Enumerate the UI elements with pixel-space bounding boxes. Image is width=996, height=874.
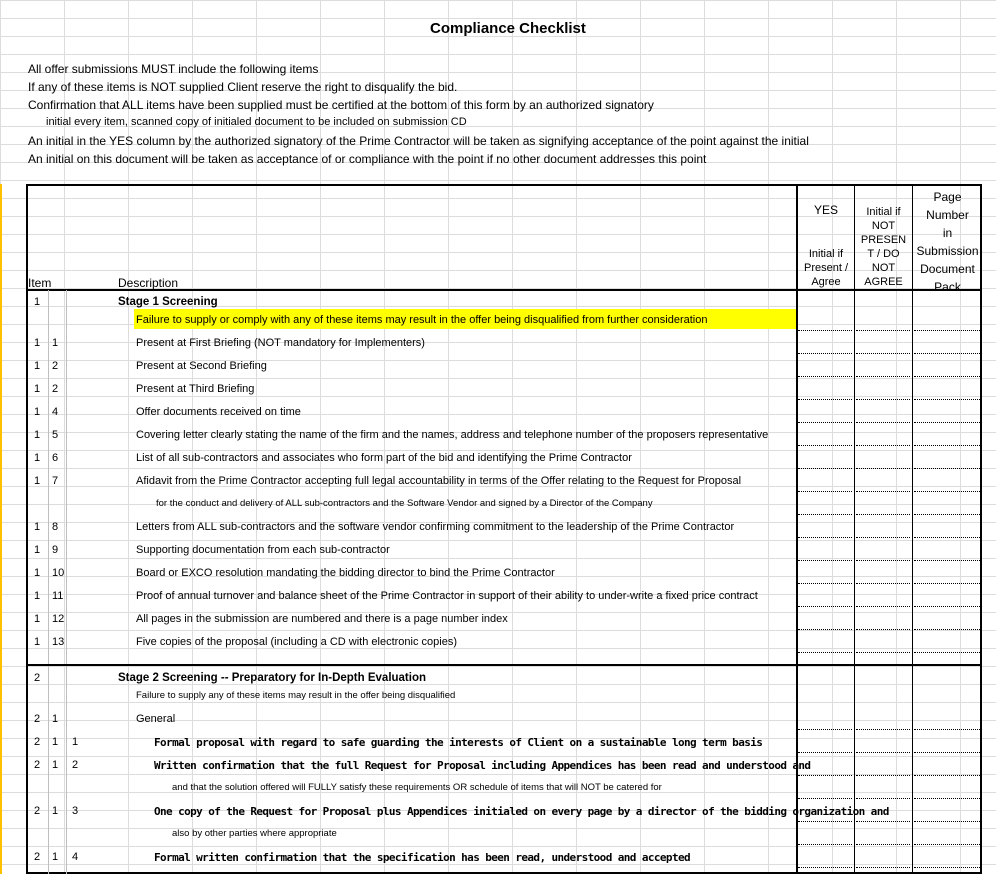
item-number: 1 — [34, 360, 41, 372]
yes-initial-cell[interactable] — [798, 399, 852, 400]
page-number-cell[interactable] — [914, 353, 980, 354]
yes-initial-cell[interactable] — [798, 606, 852, 607]
item-number: 1 — [34, 406, 41, 418]
row-description: Formal written confirmation that the specification has been read, understood and accepted — [154, 851, 691, 864]
item-number: 2 — [34, 759, 41, 771]
not-initial-cell[interactable] — [856, 330, 910, 331]
page-title: Compliance Checklist — [430, 20, 586, 37]
yes-initial-cell[interactable] — [798, 775, 852, 776]
item-number: 2 — [52, 383, 59, 395]
row-description: Supporting documentation from each sub-contractor — [136, 544, 390, 556]
row-description: Present at Second Briefing — [136, 360, 267, 372]
item-number: 2 — [34, 672, 41, 684]
not-initial-cell[interactable] — [856, 514, 910, 515]
item-number: 8 — [52, 521, 59, 533]
yes-initial-cell[interactable] — [798, 468, 852, 469]
page-number-cell[interactable] — [914, 445, 980, 446]
row-description: Formal proposal with regard to safe guarding the interests of Client on a sustainable long term basis — [154, 736, 763, 749]
page-number-cell[interactable] — [914, 422, 980, 423]
row-description: also by other parties where appropriate — [172, 828, 337, 839]
intro-line-1: All offer submissions MUST include the following items — [28, 62, 319, 76]
not-initial-cell[interactable] — [856, 798, 910, 799]
not-header: Initial if NOT PRESEN T / DO NOT AGREE — [860, 206, 907, 288]
not-initial-cell[interactable] — [856, 583, 910, 584]
row-description: Board or EXCO resolution mandating the bidding director to bind the Prime Contractor — [136, 567, 555, 579]
not-initial-cell[interactable] — [856, 445, 910, 446]
not-initial-cell[interactable] — [856, 606, 910, 607]
row-description: Present at Third Briefing — [136, 383, 255, 395]
not-initial-cell[interactable] — [856, 629, 910, 630]
item-col-divider-3 — [48, 666, 49, 874]
yes-initial-cell[interactable] — [798, 353, 852, 354]
not-initial-cell[interactable] — [856, 844, 910, 845]
row-description: All pages in the submission are numbered and there is a page number index — [136, 613, 508, 625]
row-description: Covering letter clearly stating the name of the firm and the names, address and telephone number of the proposers representative — [136, 429, 769, 441]
item-number: 10 — [52, 567, 65, 579]
page-number-cell[interactable] — [914, 537, 980, 538]
item-number: 1 — [52, 736, 59, 748]
page-number-cell[interactable] — [914, 583, 980, 584]
page-number-cell[interactable] — [914, 399, 980, 400]
yes-initial-cell[interactable] — [798, 752, 852, 753]
item-number: 1 — [34, 452, 41, 464]
item-number: 2 — [52, 360, 59, 372]
row-description: Failure to supply or comply with any of these items may result in the offer being disqualified from further consideration — [136, 314, 708, 326]
item-number: 2 — [34, 713, 41, 725]
intro-line-3: Confirmation that ALL items have been supplied must be certified at the bottom of this form by an authorized signatory — [28, 98, 654, 112]
item-number: 1 — [34, 337, 41, 349]
yes-initial-cell[interactable] — [798, 491, 852, 492]
page-number-cell[interactable] — [914, 330, 980, 331]
intro-line-5: An initial in the YES column by the authorized signatory of the Prime Contractor will be taken as signifying acceptance of the point against the initial — [28, 134, 809, 148]
not-initial-cell[interactable] — [856, 560, 910, 561]
item-number: 1 — [34, 429, 41, 441]
item-number: 6 — [52, 452, 59, 464]
not-initial-cell[interactable] — [856, 729, 910, 730]
intro-line-2: If any of these items is NOT supplied Client reserve the right to disqualify the bid. — [28, 80, 458, 94]
item-number: 1 — [52, 759, 59, 771]
not-initial-cell[interactable] — [856, 353, 910, 354]
not-initial-cell[interactable] — [856, 652, 910, 653]
row-description: Offer documents received on time — [136, 406, 301, 418]
item-number: 12 — [52, 613, 65, 625]
yes-initial-cell[interactable] — [798, 445, 852, 446]
page-number-cell[interactable] — [914, 560, 980, 561]
yes-initial-cell[interactable] — [798, 652, 852, 653]
item-number: 5 — [52, 429, 59, 441]
not-initial-cell[interactable] — [856, 491, 910, 492]
row-description: Letters from ALL sub-contractors and the software vendor confirming commitment to the leadership of the Prime Contractor — [136, 521, 735, 533]
row-description: for the conduct and delivery of ALL sub-contractors and the Software Vendor and signed by a Director of the Company — [156, 498, 653, 509]
row-description: One copy of the Request for Proposal plus Appendices initialed on every page by a director of the bidding organization and — [154, 805, 889, 818]
page-number-cell[interactable] — [914, 514, 980, 515]
yes-initial-cell[interactable] — [798, 376, 852, 377]
yes-initial-cell[interactable] — [798, 422, 852, 423]
item-number: 9 — [52, 544, 59, 556]
row-description: Present at First Briefing (NOT mandatory for Implementers) — [136, 337, 425, 349]
item-number: 7 — [52, 475, 59, 487]
not-initial-cell[interactable] — [856, 867, 910, 868]
item-col-divider-4 — [66, 666, 67, 874]
item-col-divider-1 — [48, 290, 49, 664]
item-number: 1 — [34, 567, 41, 579]
page-number-cell[interactable] — [914, 376, 980, 377]
page-header: Page Number in Submission Document Pack — [916, 190, 979, 294]
item-number: 1 — [34, 613, 41, 625]
item-number: 1 — [34, 544, 41, 556]
yes-initial-cell[interactable] — [798, 844, 852, 845]
row-description: Stage 2 Screening -- Preparatory for In-Depth Evaluation — [118, 672, 427, 684]
yes-initial-cell[interactable] — [798, 560, 852, 561]
row-description: Proof of annual turnover and balance sheet of the Prime Contractor in support of their ability to under-write a fixed price contract — [136, 590, 758, 602]
page-number-cell[interactable] — [914, 629, 980, 630]
page-number-cell[interactable] — [914, 652, 980, 653]
page-number-cell[interactable] — [914, 844, 980, 845]
page-number-cell[interactable] — [914, 491, 980, 492]
row-description: Five copies of the proposal (including a CD with electronic copies) — [136, 636, 457, 648]
item-number: 1 — [72, 736, 79, 748]
yes-initial-cell[interactable] — [798, 514, 852, 515]
row-description: Stage 1 Screening — [118, 296, 218, 308]
description-header: Description — [118, 276, 179, 290]
item-number: 2 — [34, 851, 41, 863]
item-number: 1 — [34, 636, 41, 648]
yes-initial-cell[interactable] — [798, 537, 852, 538]
item-number: 4 — [72, 851, 79, 863]
yes-subheader: Initial if Present / Agree — [803, 248, 849, 288]
row-description: Written confirmation that the full Request for Proposal including Appendices has been read and understood and — [154, 759, 811, 772]
item-number: 1 — [34, 296, 41, 308]
not-initial-cell[interactable] — [856, 537, 910, 538]
row-description: List of all sub-contractors and associates who form part of the bid and identifying the Prime Contractor — [136, 452, 632, 464]
item-number: 11 — [52, 590, 64, 602]
not-initial-cell[interactable] — [856, 422, 910, 423]
item-number: 1 — [34, 590, 41, 602]
not-initial-cell[interactable] — [856, 752, 910, 753]
page-number-cell[interactable] — [914, 729, 980, 730]
page-number-cell[interactable] — [914, 821, 980, 822]
item-number: 3 — [72, 805, 79, 817]
yes-header: YES — [813, 203, 838, 217]
item-number: 1 — [34, 475, 41, 487]
yes-initial-cell[interactable] — [798, 729, 852, 730]
row-description: General — [136, 713, 176, 725]
item-number: 13 — [52, 636, 65, 648]
yes-initial-cell[interactable] — [798, 583, 852, 584]
row-description: Failure to supply any of these items may result in the offer being disqualified — [136, 690, 456, 701]
row-selection-marker — [0, 184, 2, 874]
item-header: Item — [28, 276, 52, 290]
not-initial-cell[interactable] — [856, 821, 910, 822]
item-col-divider-2 — [66, 290, 67, 664]
item-number: 2 — [34, 736, 41, 748]
page-number-cell[interactable] — [914, 468, 980, 469]
stage-divider — [26, 664, 982, 666]
yes-initial-cell[interactable] — [798, 330, 852, 331]
item-number: 2 — [72, 759, 79, 771]
item-number: 1 — [52, 805, 59, 817]
item-number: 1 — [34, 383, 41, 395]
intro-line-6: An initial on this document will be taken as acceptance of or compliance with the point if no other document addresses this point — [28, 152, 707, 166]
page-number-cell[interactable] — [914, 752, 980, 753]
not-initial-cell[interactable] — [856, 775, 910, 776]
row-description: and that the solution offered will FULLY satisfy these requirements OR schedule of items that will NOT be catered for — [172, 782, 662, 793]
row-description: Afidavit from the Prime Contractor accepting full legal accountability in terms of the Offer relating to the Request for Proposal — [136, 475, 742, 487]
item-number: 1 — [34, 521, 41, 533]
page-number-cell[interactable] — [914, 606, 980, 607]
yes-initial-cell[interactable] — [798, 867, 852, 868]
yes-initial-cell[interactable] — [798, 798, 852, 799]
item-number: 4 — [52, 406, 59, 418]
intro-line-4: initial every item, scanned copy of initialed document to be included on submission CD — [46, 116, 467, 128]
not-initial-cell[interactable] — [856, 376, 910, 377]
page-number-cell[interactable] — [914, 867, 980, 868]
item-number: 1 — [52, 713, 59, 725]
page-number-cell[interactable] — [914, 775, 980, 776]
item-number: 1 — [52, 851, 59, 863]
yes-initial-cell[interactable] — [798, 821, 852, 822]
item-number: 2 — [34, 805, 41, 817]
not-initial-cell[interactable] — [856, 468, 910, 469]
not-initial-cell[interactable] — [856, 399, 910, 400]
page-number-cell[interactable] — [914, 798, 980, 799]
yes-initial-cell[interactable] — [798, 629, 852, 630]
item-number: 1 — [52, 337, 59, 349]
